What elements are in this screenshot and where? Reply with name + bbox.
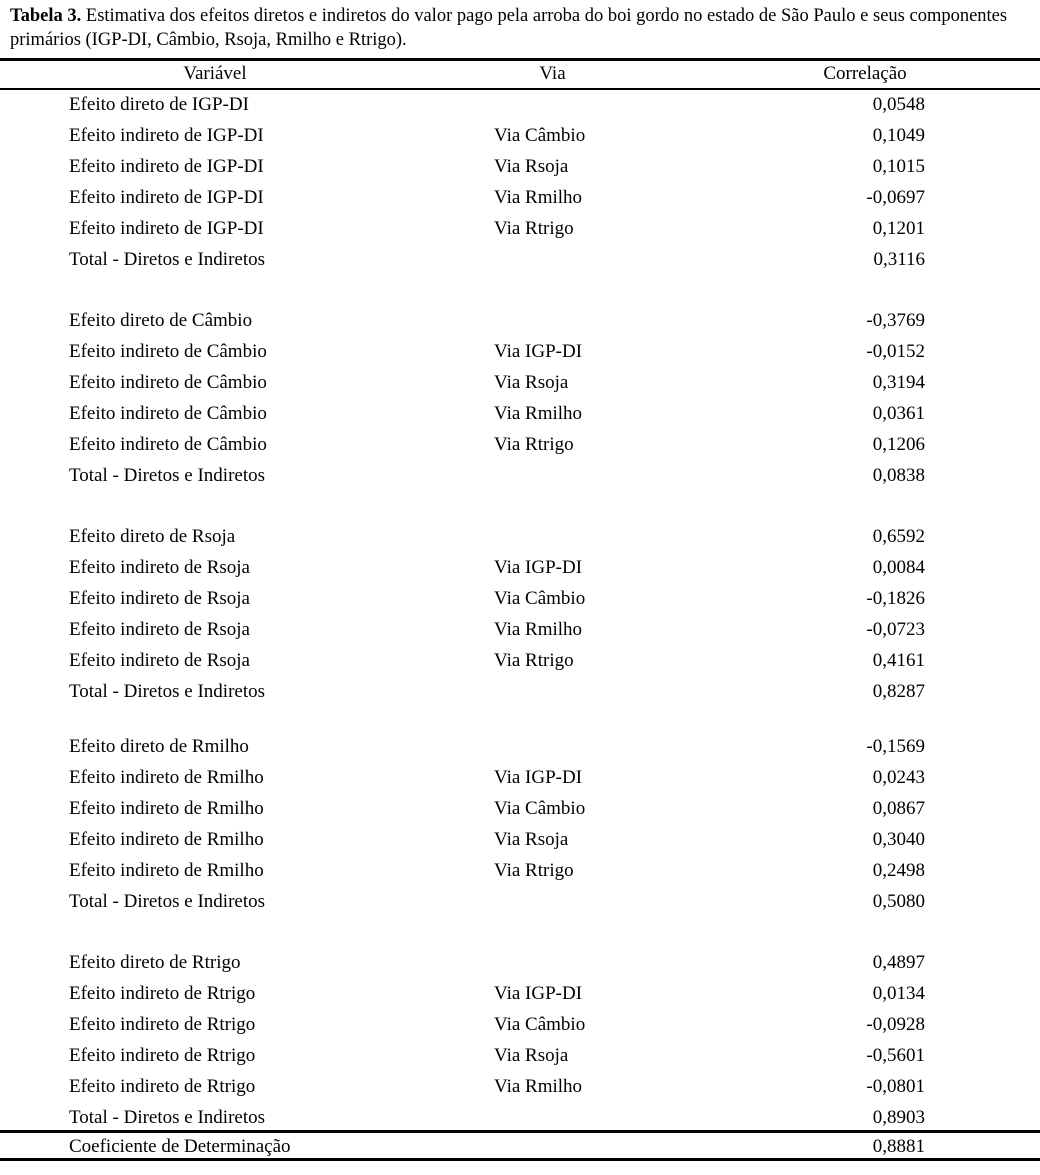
row-via: Via IGP-DI	[494, 556, 583, 578]
row-variable: Efeito direto de Rsoja	[69, 526, 236, 547]
row-variable: Efeito indireto de Rtrigo	[69, 1044, 256, 1066]
caption-text: Estimativa dos efeitos diretos e indiretos do valor pago pela arroba do boi gordo no estado de São Paulo e seus componentes primários (IGP-DI, Câmbio, Rsoja, Rmilho e Rtrigo).	[10, 6, 1008, 50]
row-variable: Total - Diretos e Indiretos	[69, 1106, 266, 1128]
row-correlation: 0,0548	[872, 94, 925, 115]
row-correlation: -0,0697	[866, 186, 925, 208]
row-correlation: 0,1015	[872, 155, 925, 177]
row-via: Via IGP-DI	[494, 766, 583, 788]
footer-value: 0,8881	[872, 1136, 925, 1157]
row-variable: Efeito direto de Câmbio	[69, 310, 253, 331]
row-via: Via Rsoja	[494, 155, 569, 177]
row-variable: Efeito indireto de Câmbio	[69, 340, 267, 362]
row-via: Via Rmilho	[494, 1075, 583, 1097]
row-correlation: -0,1569	[866, 736, 925, 757]
row-via: Via Câmbio	[494, 1013, 586, 1035]
row-variable: Efeito indireto de Câmbio	[69, 433, 267, 455]
row-correlation: 0,3040	[872, 828, 925, 850]
row-variable: Total - Diretos e Indiretos	[69, 680, 266, 702]
row-variable: Total - Diretos e Indiretos	[69, 890, 266, 912]
header-correlation: Correlação	[823, 63, 907, 84]
row-via: Via Rmilho	[494, 618, 583, 640]
row-correlation: 0,3116	[873, 248, 925, 270]
row-correlation: 0,3194	[872, 371, 925, 393]
row-via: Via Rtrigo	[494, 649, 574, 671]
row-variable: Efeito indireto de Rtrigo	[69, 982, 256, 1004]
caption-label: Tabela 3.	[10, 6, 82, 26]
row-correlation: -0,5601	[866, 1044, 925, 1066]
row-via: Via IGP-DI	[494, 982, 583, 1004]
row-via: Via Rsoja	[494, 1044, 569, 1066]
row-correlation: -0,3769	[866, 310, 925, 331]
row-correlation: 0,1201	[872, 217, 925, 239]
row-correlation: -0,0152	[866, 340, 925, 362]
row-variable: Efeito indireto de Rmilho	[69, 828, 264, 850]
row-correlation: 0,1206	[872, 433, 925, 455]
row-correlation: 0,0243	[872, 766, 925, 788]
row-correlation: 0,4897	[872, 952, 925, 973]
table-caption	[10, 4, 1038, 52]
row-correlation: 0,5080	[872, 890, 925, 912]
row-correlation: 0,8287	[872, 680, 925, 702]
row-variable: Efeito indireto de Rtrigo	[69, 1075, 256, 1097]
row-correlation: 0,0084	[872, 556, 925, 578]
row-variable: Efeito indireto de IGP-DI	[69, 186, 264, 208]
table-bottom-rule	[0, 1158, 1040, 1161]
row-via: Via Rtrigo	[494, 217, 574, 239]
row-via: Via Rtrigo	[494, 433, 574, 455]
row-variable: Efeito indireto de Rsoja	[69, 556, 250, 578]
row-via: Via Rsoja	[494, 828, 569, 850]
row-variable: Efeito indireto de Rsoja	[69, 587, 250, 609]
row-correlation: 0,0361	[872, 402, 925, 424]
row-variable: Efeito indireto de IGP-DI	[69, 124, 264, 146]
row-variable: Efeito indireto de Rmilho	[69, 859, 264, 881]
row-via: Via Rsoja	[494, 371, 569, 393]
row-variable: Efeito direto de IGP-DI	[69, 94, 249, 115]
row-correlation: 0,8903	[872, 1106, 925, 1128]
row-via: Via Rtrigo	[494, 859, 574, 881]
row-correlation: 0,0838	[872, 464, 925, 486]
row-via: Via Rmilho	[494, 186, 583, 208]
row-correlation: 0,6592	[872, 526, 925, 547]
header-rule	[0, 88, 1040, 90]
header-variable: Variável	[183, 63, 247, 84]
row-variable: Efeito indireto de Rmilho	[69, 797, 264, 819]
row-via: Via IGP-DI	[494, 340, 583, 362]
row-correlation: -0,0723	[866, 618, 925, 640]
row-variable: Total - Diretos e Indiretos	[69, 464, 266, 486]
row-correlation: 0,0134	[872, 982, 925, 1004]
row-variable: Efeito indireto de Rmilho	[69, 766, 264, 788]
row-via: Via Rmilho	[494, 402, 583, 424]
row-variable: Efeito indireto de Câmbio	[69, 402, 267, 424]
row-via: Via Câmbio	[494, 587, 586, 609]
row-variable: Efeito indireto de Rsoja	[69, 649, 250, 671]
row-correlation: 0,4161	[872, 649, 925, 671]
row-variable: Efeito direto de Rmilho	[69, 736, 249, 757]
row-correlation: -0,0928	[866, 1013, 925, 1035]
row-variable: Total - Diretos e Indiretos	[69, 248, 266, 270]
row-correlation: -0,0801	[866, 1075, 925, 1097]
footer-variable: Coeficiente de Determinação	[69, 1136, 291, 1157]
row-variable: Efeito indireto de Rtrigo	[69, 1013, 256, 1035]
row-via: Via Câmbio	[494, 797, 586, 819]
row-correlation: -0,1826	[866, 587, 925, 609]
row-variable: Efeito indireto de IGP-DI	[69, 155, 264, 177]
row-correlation: 0,2498	[872, 859, 925, 881]
row-variable: Efeito indireto de Câmbio	[69, 371, 267, 393]
row-correlation: 0,0867	[872, 797, 925, 819]
row-correlation: 0,1049	[872, 124, 925, 146]
row-variable: Efeito indireto de IGP-DI	[69, 217, 264, 239]
row-variable: Efeito indireto de Rsoja	[69, 618, 250, 640]
header-via: Via	[539, 63, 566, 84]
row-variable: Efeito direto de Rtrigo	[69, 952, 241, 973]
row-via: Via Câmbio	[494, 124, 586, 146]
